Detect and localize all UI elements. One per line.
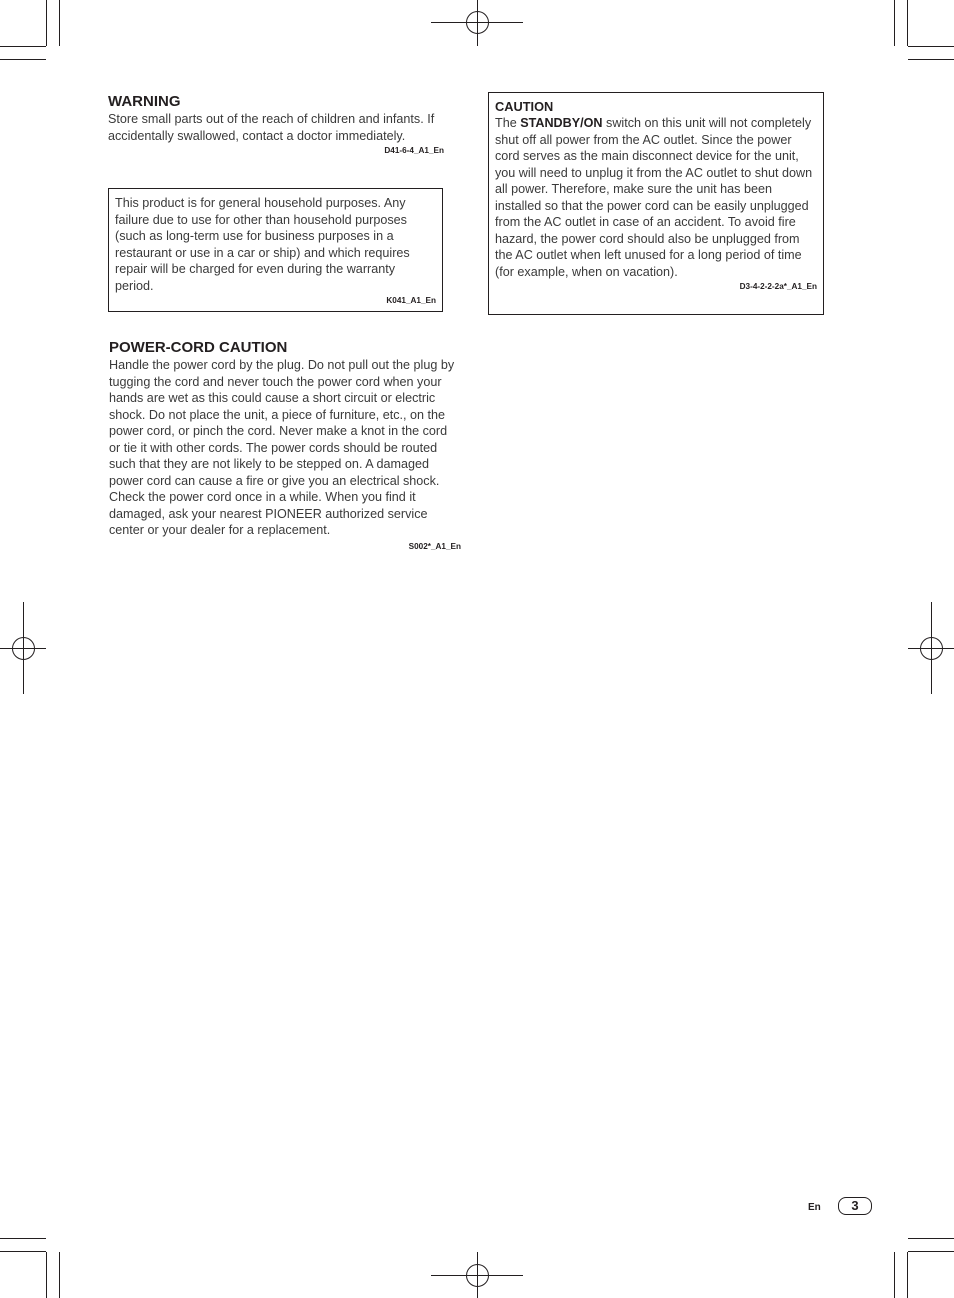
caution-prefix: The	[495, 116, 521, 130]
caution-box	[488, 92, 824, 315]
household-notice-box	[108, 188, 443, 312]
caution-text	[495, 115, 817, 280]
warning-code: D41-6-4_A1_En	[384, 146, 444, 155]
caution-code: D3-4-2-2-2a*_A1_En	[739, 282, 817, 291]
household-notice-text: This product is for general household purposes. Any failure due to use for other than household purposes (such as long-term use for business purposes in a restaurant or use in a car or ship) and which requires repair will be charged for even during the warranty period.	[115, 196, 410, 293]
warning-heading: WARNING	[108, 93, 181, 110]
caution-heading: CAUTION	[495, 99, 554, 114]
power-cord-heading: POWER-CORD CAUTION	[109, 339, 288, 356]
power-cord-section	[109, 339, 461, 551]
caution-body: switch on this unit will not completely shut off all power from the AC outlet. Since the power cord serves as the main disconnect device for the unit, you will need to unplug it from the AC outlet to shut down all power. Therefore, make sure the unit has been installed so that the power cord can be easily unplugged from the AC outlet in case of an accident. To avoid fire hazard, the power cord should also be unplugged from the AC outlet when left unused for a long period of time (for example, when on vacation).	[495, 116, 813, 279]
power-cord-code: S002*_A1_En	[408, 541, 461, 551]
language-label: En	[808, 1202, 821, 1213]
standby-switch-name: STANDBY/ON	[520, 116, 603, 130]
power-cord-text: Handle the power cord by the plug. Do not pull out the plug by tugging the cord and never touch the power cord when your hands are wet as this could cause a short circuit or electric shock. Do not place the unit, a piece of furniture, etc., on the power cord, or pinch the cord. Never make a knot in the cord or tie it with other cords. The power cords should be routed such that they are not likely to be stepped on. A damaged power cord can cause a fire or give you an electrical shock. Check the power cord once in a while. When you find it damaged, ask your nearest PIONEER authorized service center or your dealer for a replacement.	[109, 358, 455, 537]
warning-section	[108, 93, 444, 155]
warning-text: Store small parts out of the reach of children and infants. If accidentally swallowed, contact a doctor immediately.	[108, 112, 435, 143]
page-number: 3	[838, 1197, 872, 1215]
household-notice-code: K041_A1_En	[386, 296, 436, 305]
